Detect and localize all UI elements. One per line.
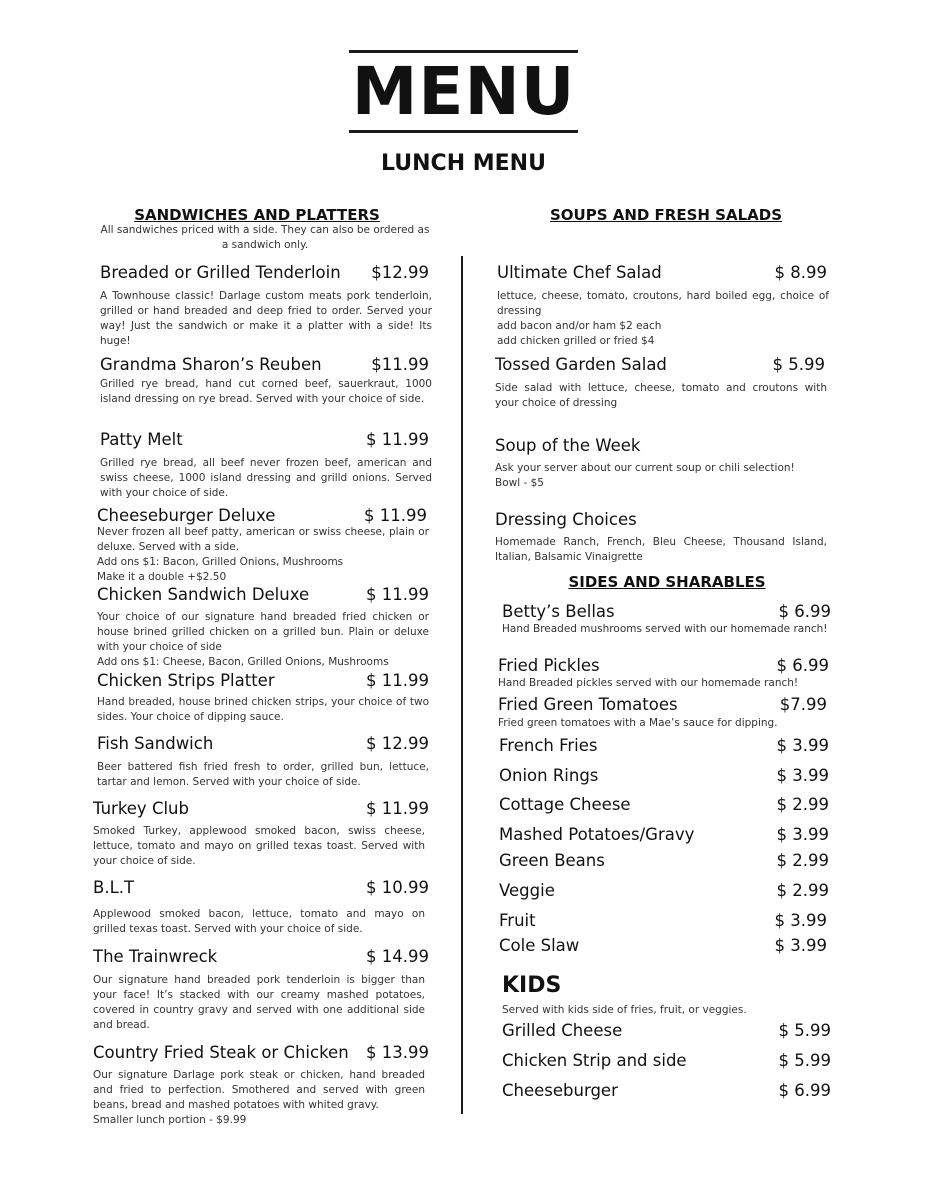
description-line: lettuce, cheese, tomato, croutons, hard boiled egg, choice of dressing <box>497 290 829 317</box>
item-description <box>97 525 429 585</box>
item-price: $ 11.99 <box>366 430 429 449</box>
description-line: Add ons $1: Bacon, Grilled Onions, Mushrooms <box>97 556 344 568</box>
item-name: Fried Pickles <box>498 656 600 675</box>
description-line: Hand breaded, house brined chicken strips, your choice of two sides. Your choice of dipping sauce. <box>97 696 429 723</box>
item-description <box>495 461 827 491</box>
item-price: $ 2.99 <box>776 881 829 900</box>
item-description <box>97 760 429 790</box>
item-name: Breaded or Grilled Tenderloin <box>100 263 341 282</box>
description-line: Ask your server about our current soup or chili selection! <box>495 462 795 474</box>
description-line: Grilled rye bread, all beef never frozen beef, american and swiss cheese, 1000 island dressing and grilld onions. Served with your choice of side. <box>100 457 432 499</box>
description-line: Applewood smoked bacon, lettuce, tomato and mayo on grilled texas toast. Served with your choice of side. <box>93 908 425 935</box>
item-description <box>495 535 827 565</box>
item-description <box>100 377 432 407</box>
item-name: Onion Rings <box>499 766 599 785</box>
item-price: $ 2.99 <box>776 795 829 814</box>
description-line: Our signature hand breaded pork tenderloin is bigger than your face! It’s stacked with our creamy mashed potatoes, covered in country gravy and served with one additional side and bread. <box>93 974 425 1031</box>
item-name: Turkey Club <box>93 799 189 818</box>
item-price: $ 3.99 <box>774 936 827 955</box>
description-line: Never frozen all beef patty, american or swiss cheese, plain or deluxe. Served with a side. <box>97 526 429 553</box>
item-name: Ultimate Chef Salad <box>497 263 662 282</box>
item-name: Patty Melt <box>100 430 183 449</box>
description-line: A Townhouse classic! Darlage custom meats pork tenderloin, grilled or hand breaded and deep fried to order. Served your way! Just the sandwich or make it a platter with a side! Its huge! <box>100 290 432 347</box>
item-name: Veggie <box>499 881 555 900</box>
item-price: $ 14.99 <box>366 947 429 966</box>
item-price: $ 5.99 <box>778 1051 831 1070</box>
item-name: Grilled Cheese <box>502 1021 623 1040</box>
sides-heading: SIDES AND SHARABLES <box>568 573 766 591</box>
description-line: Smoked Turkey, applewood smoked bacon, swiss cheese, lettuce, tomato and mayo on grilled texas toast. Served with your choice of side. <box>93 825 425 867</box>
item-name: B.L.T <box>93 878 135 897</box>
item-price: $ 2.99 <box>776 851 829 870</box>
column-divider <box>461 256 463 1114</box>
item-name: Grandma Sharon’s Reuben <box>100 355 322 374</box>
item-name: Cottage Cheese <box>499 795 631 814</box>
kids-heading: KIDS <box>502 973 562 998</box>
item-name: Betty’s Bellas <box>502 602 615 621</box>
item-price: $ 11.99 <box>366 799 429 818</box>
item-price: $12.99 <box>371 263 429 282</box>
description-line: Smaller lunch portion - $9.99 <box>93 1114 247 1126</box>
description-line: Grilled rye bread, hand cut corned beef, sauerkraut, 1000 island dressing on rye bread. Served with your choice of side. <box>100 378 432 405</box>
item-name: Dressing Choices <box>495 510 637 529</box>
item-description <box>498 716 828 731</box>
item-name: Cheeseburger Deluxe <box>97 506 276 525</box>
item-name: Country Fried Steak or Chicken <box>93 1043 349 1062</box>
item-description <box>97 695 429 725</box>
item-price: $7.99 <box>779 695 827 714</box>
item-description <box>93 973 425 1033</box>
kids-note: Served with kids side of fries, fruit, or veggies. <box>502 1004 747 1016</box>
item-description <box>93 824 425 869</box>
sandwiches-heading: SANDWICHES AND PLATTERS <box>134 206 380 224</box>
item-description <box>497 289 829 349</box>
description-line: Add ons $1: Cheese, Bacon, Grilled Onions, Mushrooms <box>97 656 389 668</box>
item-price: $ 8.99 <box>774 263 827 282</box>
item-name: Fried Green Tomatoes <box>498 695 678 714</box>
item-price: $ 6.99 <box>778 602 831 621</box>
description-line: Make it a double +$2.50 <box>97 571 227 583</box>
description-line: Homemade Ranch, French, Bleu Cheese, Thousand Island, Italian, Balsamic Vinaigrette <box>495 536 827 563</box>
description-line: Hand Breaded mushrooms served with our homemade ranch! <box>502 623 828 635</box>
description-line: add bacon and/or ham $2 each <box>497 320 662 332</box>
description-line: Hand Breaded pickles served with our homemade ranch! <box>498 677 799 689</box>
item-description <box>495 381 827 411</box>
item-name: Fruit <box>499 911 536 930</box>
item-price: $ 10.99 <box>366 878 429 897</box>
item-name: The Trainwreck <box>93 947 218 966</box>
item-price: $ 5.99 <box>778 1021 831 1040</box>
description-line: Fried green tomatoes with a Mae’s sauce for dipping. <box>498 717 778 729</box>
description-line: Bowl - $5 <box>495 477 544 489</box>
item-name: Chicken Sandwich Deluxe <box>97 585 310 604</box>
item-description <box>93 1068 425 1128</box>
item-price: $ 6.99 <box>778 1081 831 1100</box>
item-name: Green Beans <box>499 851 605 870</box>
item-price: $ 3.99 <box>776 825 829 844</box>
description-line: Beer battered fish fried fresh to order, grilled bun, lettuce, tartar and lemon. Served with your choice of side. <box>97 761 429 788</box>
title-bottom-rule <box>349 130 578 133</box>
item-name: French Fries <box>499 736 598 755</box>
item-name: Cheeseburger <box>502 1081 618 1100</box>
item-price: $ 3.99 <box>776 766 829 785</box>
item-description <box>100 456 432 501</box>
item-price: $ 11.99 <box>364 506 427 525</box>
item-price: $ 3.99 <box>776 736 829 755</box>
item-name: Tossed Garden Salad <box>495 355 667 374</box>
item-price: $ 11.99 <box>366 585 429 604</box>
description-line: Our signature Darlage pork steak or chicken, hand breaded and fried to perfection. Smothered and served with green beans, bread and mashed potatoes with whited gravy. <box>93 1069 425 1111</box>
item-name: Chicken Strip and side <box>502 1051 687 1070</box>
item-name: Mashed Potatoes/Gravy <box>499 825 695 844</box>
item-price: $ 13.99 <box>366 1043 429 1062</box>
item-description <box>100 289 432 349</box>
description-line: add chicken grilled or fried $4 <box>497 335 655 347</box>
item-price: $ 6.99 <box>776 656 829 675</box>
description-line: Side salad with lettuce, cheese, tomato and croutons with your choice of dressing <box>495 382 827 409</box>
item-description <box>93 907 425 937</box>
item-description <box>502 622 832 637</box>
item-price: $ 12.99 <box>366 734 429 753</box>
item-name: Soup of the Week <box>495 436 641 455</box>
item-description <box>498 676 828 691</box>
item-name: Chicken Strips Platter <box>97 671 275 690</box>
item-price: $ 11.99 <box>366 671 429 690</box>
item-name: Cole Slaw <box>499 936 580 955</box>
sandwiches-note: All sandwiches priced with a side. They can also be ordered as a sandwich only. <box>100 224 430 251</box>
soups-heading: SOUPS AND FRESH SALADS <box>549 206 783 224</box>
menu-title: MENU <box>351 53 576 130</box>
item-price: $11.99 <box>371 355 429 374</box>
lunch-menu-subtitle: LUNCH MENU <box>381 151 546 176</box>
item-description <box>97 610 429 670</box>
item-name: Fish Sandwich <box>97 734 214 753</box>
item-price: $ 3.99 <box>774 911 827 930</box>
item-price: $ 5.99 <box>772 355 825 374</box>
description-line: Your choice of our signature hand breaded fried chicken or house brined grilled chicken on a grilled bun. Plain or deluxe with your choice of side <box>97 611 429 653</box>
